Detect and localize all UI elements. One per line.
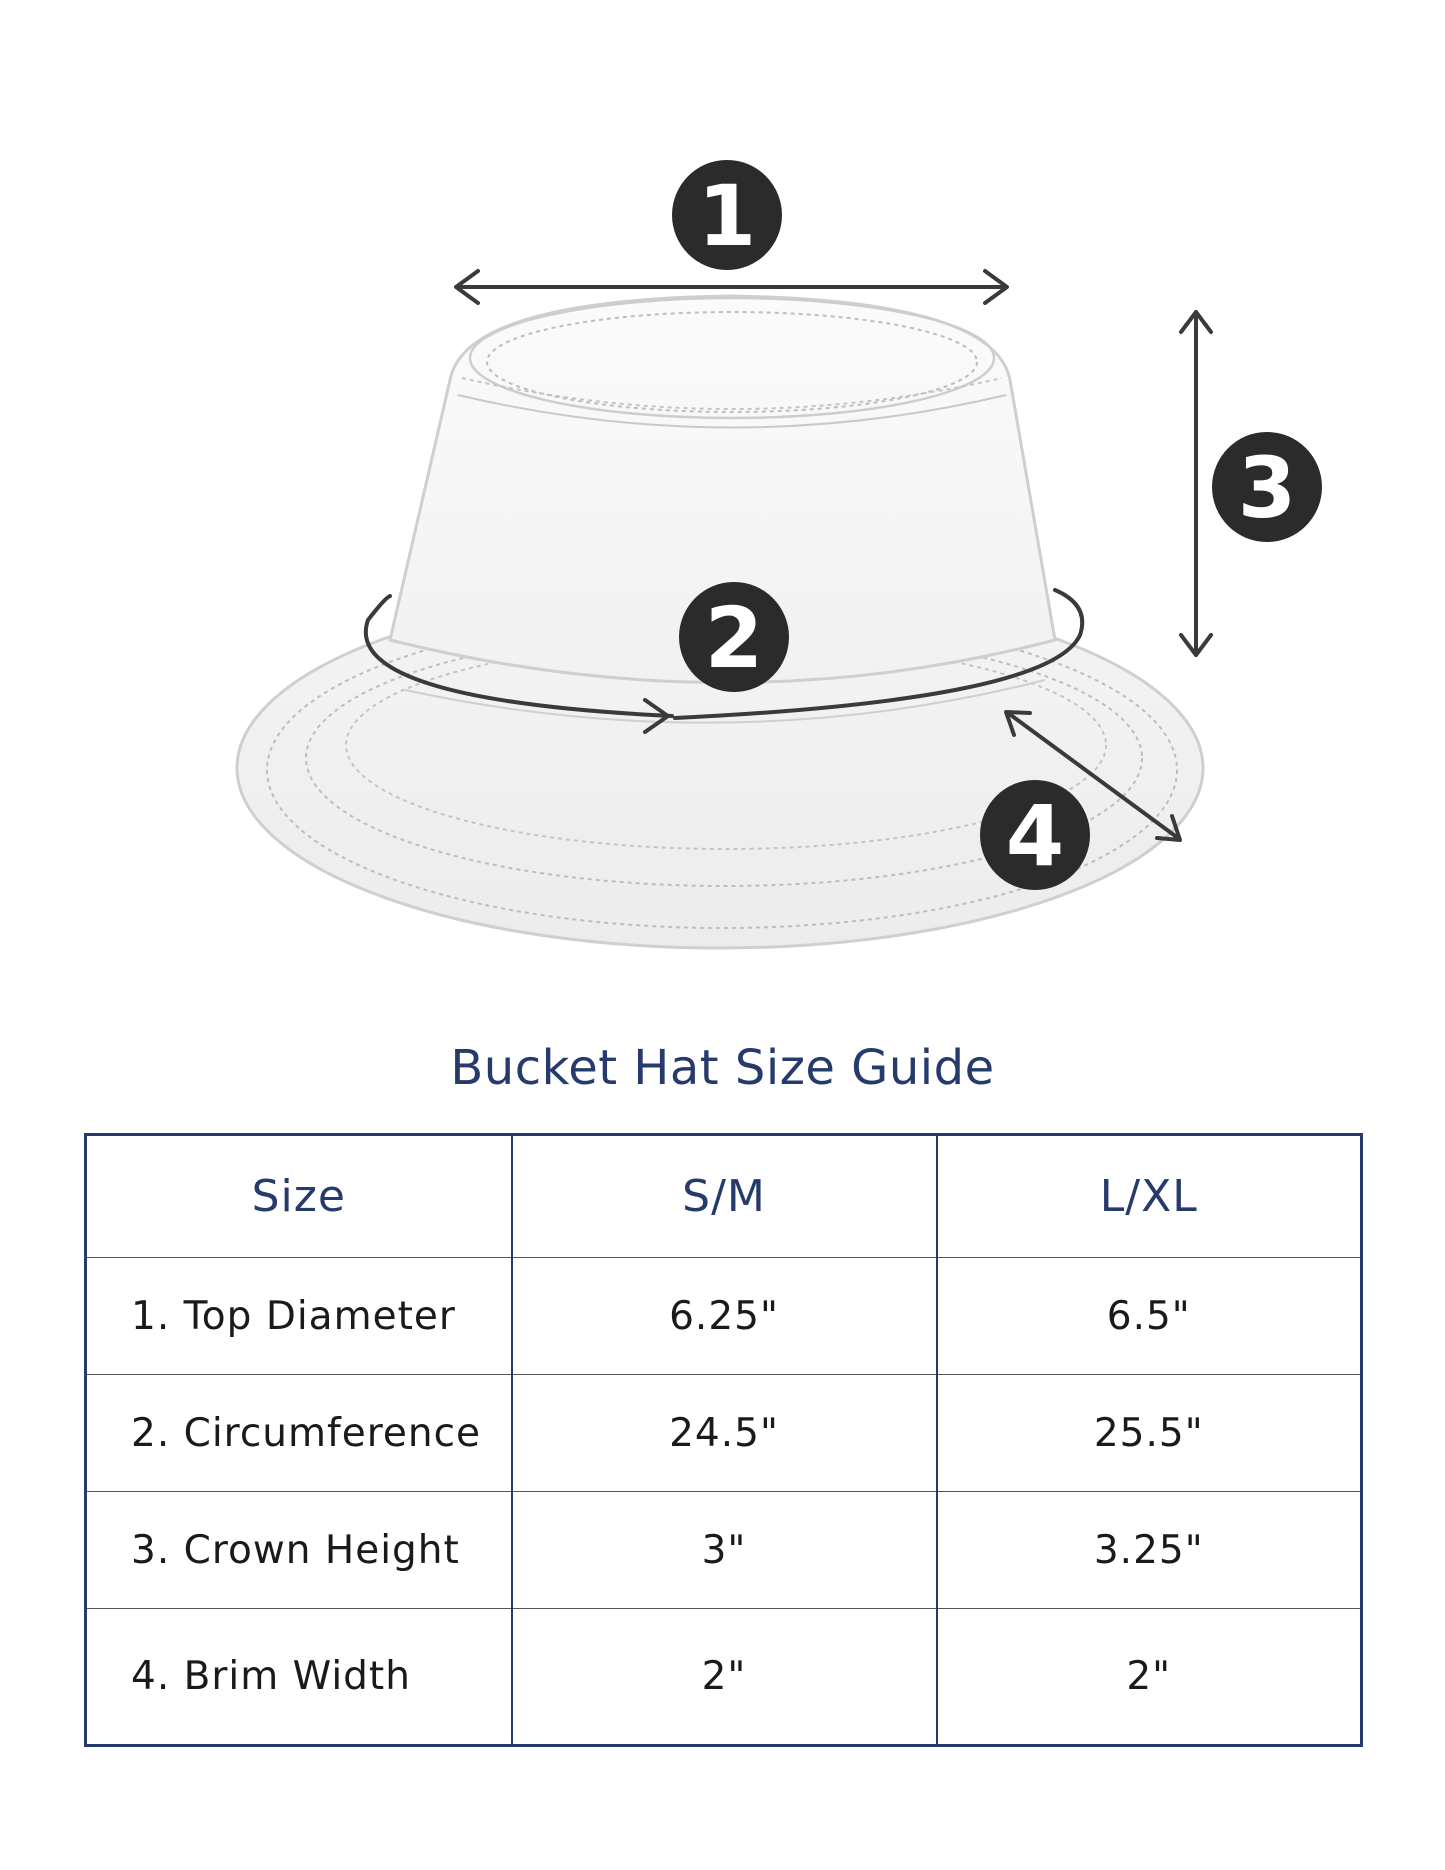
row-sm-value: 3" — [512, 1492, 937, 1609]
marker-4 — [980, 780, 1090, 890]
row-sm-value: 6.25" — [512, 1258, 937, 1375]
marker-1 — [672, 160, 782, 270]
table-row — [86, 1258, 1362, 1375]
row-label: 3. Crown Height — [86, 1492, 512, 1609]
row-label: 1. Top Diameter — [86, 1258, 512, 1375]
table-row — [86, 1609, 1362, 1746]
marker-3 — [1212, 432, 1322, 542]
header-lxl: L/XL — [937, 1135, 1362, 1258]
row-label: 2. Circumference — [86, 1375, 512, 1492]
row-sm-value: 2" — [512, 1609, 937, 1746]
row-lxl-value: 3.25" — [937, 1492, 1362, 1609]
row-sm-value: 24.5" — [512, 1375, 937, 1492]
row-label: 4. Brim Width — [86, 1609, 512, 1746]
header-sm: S/M — [512, 1135, 937, 1258]
table-row — [86, 1492, 1362, 1609]
row-lxl-value: 6.5" — [937, 1258, 1362, 1375]
marker-2 — [679, 582, 789, 692]
size-guide-title: Bucket Hat Size Guide — [450, 1040, 995, 1096]
marker-3-label: 3 — [1237, 439, 1297, 537]
header-size: Size — [86, 1135, 512, 1258]
row-lxl-value: 25.5" — [937, 1375, 1362, 1492]
crown-height-arrow — [1181, 312, 1211, 655]
marker-1-label: 1 — [697, 167, 757, 265]
marker-2-label: 2 — [704, 589, 764, 687]
table-row — [86, 1375, 1362, 1492]
size-table — [84, 1133, 1363, 1747]
row-lxl-value: 2" — [1126, 1654, 1172, 1699]
table-header-row — [86, 1135, 1362, 1258]
marker-4-label: 4 — [1005, 787, 1065, 885]
